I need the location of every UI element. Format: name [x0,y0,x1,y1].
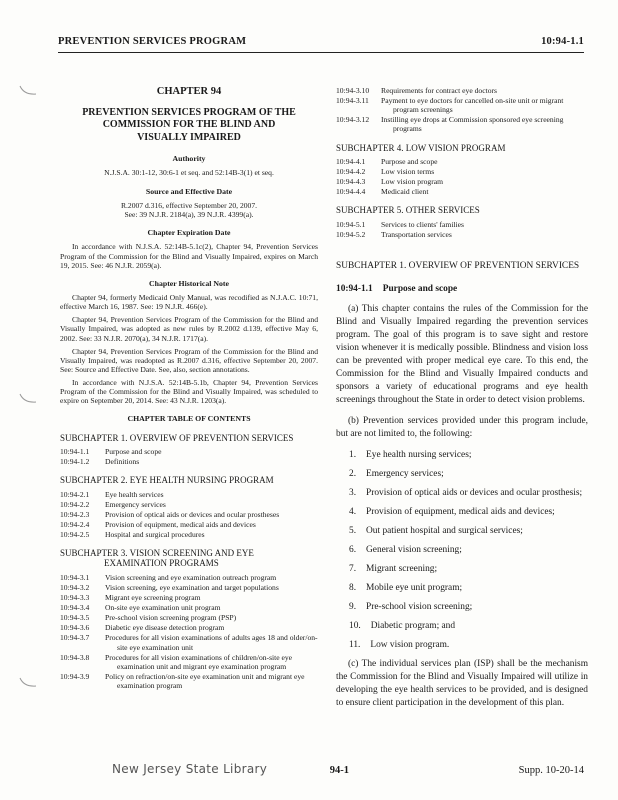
toc-entry-number: 10:94-2.1 [60,489,90,499]
toc-entry[interactable] [60,593,318,602]
toc-entry-title: Low vision program [381,177,444,187]
list-item-text: General vision screening; [366,544,462,555]
source-line: R.2007 d.316, effective September 20, 2007. [120,200,258,210]
toc-heading: CHAPTER TABLE OF CONTENTS [127,414,251,424]
source-heading: Source and Effective Date [145,186,233,196]
list-item-number: 1. [349,450,357,461]
toc-entry-number: 10:94-3.8 [60,652,90,662]
history-heading: Chapter Historical Note [149,278,229,288]
list-item-text: Mobile eye unit program; [366,582,463,593]
chapter-number: CHAPTER 94 [156,86,222,97]
list-item [336,468,588,481]
list-item-number: 5. [349,526,357,537]
expiration-heading: Chapter Expiration Date [147,228,231,238]
toc-entry-number: 10:94-3.9 [60,671,90,681]
authority-heading: Authority [172,154,206,164]
toc-entry-title: Vision screening and eye examination outreach program [105,572,277,582]
binder-hole-mark [18,676,38,690]
toc-entry[interactable] [336,230,588,239]
list-item-text: Eye health nursing services; [366,450,472,461]
toc-entry-title: Hospital and surgical procedures [105,530,205,540]
toc-entry-title: Eye health services [105,489,164,499]
toc-entry-number: 10:94-3.11 [336,96,369,106]
list-item-text: Diabetic program; and [370,620,456,631]
list-item [336,620,588,633]
authority-text: N.J.S.A. 30:1-12, 30:6-1 et seq. and 52:14B-3(1) et seq. [104,168,274,178]
toc-entry-title: Requirements for contract eye doctors [381,86,497,95]
toc-entry[interactable] [60,613,318,622]
history-paragraph: Chapter 94, formerly Medicaid Only Manual, was recodified as N.J.A.C. 10:71, effective March 16, 1987. See: 19 N.J.R. 466(e). [60,293,318,312]
toc-entry-title: Procedures for all vision examinations of adults ages 18 and older/on-site eye examination unit [105,633,318,652]
list-item-text: Pre-school vision screening; [366,601,473,612]
list-item-text: Provision of optical aids or devices and ocular prosthesis; [366,488,583,499]
rule-title: Purpose and scope [382,284,458,295]
toc-entry-number: 10:94-3.1 [60,572,90,582]
list-item-number: 11. [349,639,361,650]
toc-entry[interactable] [336,177,588,186]
toc-entry[interactable] [60,447,318,456]
history-paragraph: Chapter 94, Prevention Services Program of the Commission for the Blind and Visually Impaired, was adopted as new rules by R.2002 d.139, effective May 6, 2002. See: 33 N.J.R. 2070(a), 34 N.J.R. 1717(a). [60,315,318,343]
toc-entry-title: Transportation services [381,229,452,239]
toc-subchapter-title: SUBCHAPTER 4. LOW VISION PROGRAM [336,142,506,153]
header-section-number: 10:94-1.1 [541,36,584,47]
source-line: See: 39 N.J.R. 2184(a), 39 N.J.R. 4399(a). [124,210,254,219]
list-item-text: Emergency services; [366,469,444,480]
toc-entry-title: Services to clients' families [381,219,464,229]
toc-entry-title: Purpose and scope [381,156,438,166]
page-footer [112,762,584,776]
toc-entry-title: Definitions [105,457,140,467]
toc-entry-title: Provision of equipment, medical aids and devices [105,519,256,529]
list-item [336,506,588,519]
running-header [58,36,584,53]
toc-entry-title: Payment to eye doctors for cancelled on-site unit or migrant program screenings [381,96,564,115]
toc-entry[interactable] [336,86,588,95]
toc-entry[interactable] [336,167,588,176]
toc-entry-title: Instilling eye drops at Commission sponsored eye screening programs [381,115,564,134]
toc-entry-number: 10:94-5.1 [336,219,366,229]
toc-entry-title: Procedures for all vision examinations of children/on-site eye examination unit and migrant eye examination program [105,652,293,671]
toc-entry-number: 10:94-3.6 [60,623,90,633]
toc-entry-title: Diabetic eye disease detection program [105,623,225,633]
toc-subchapter-title: SUBCHAPTER 1. OVERVIEW OF PREVENTION SERVICES [60,432,294,443]
binder-hole-mark [18,84,38,98]
list-item [336,582,588,595]
toc-entry[interactable] [336,220,588,229]
history-paragraph: In accordance with N.J.S.A. 52:14B-5.1b, Chapter 94, Prevention Services Program of the Commission for the Blind and Visually Impaired, was scheduled to expire on September 20, 2014. See: 43 N.J.R. 1203(a). [60,378,318,406]
toc-entry-number: 10:94-2.5 [60,530,90,540]
subchapter-heading: SUBCHAPTER 1. OVERVIEW OF PREVENTION SERVICES [336,260,580,271]
list-item-text: Low vision program. [370,639,450,650]
list-item-number: 10. [349,620,361,631]
toc-entry-title: Purpose and scope [105,447,162,457]
list-item [336,639,588,652]
list-item [336,601,588,614]
toc-entry[interactable] [60,520,318,529]
supplement-date: Supp. 10-20-14 [518,765,584,776]
toc-subchapter-title: SUBCHAPTER 5. OTHER SERVICES [336,205,480,216]
right-column [336,86,588,718]
toc-entry-number: 10:94-4.4 [336,187,366,197]
list-item-text: Out patient hospital and surgical services; [366,526,523,537]
binder-hole-mark [18,392,38,406]
toc-entry[interactable] [336,96,588,114]
toc-subchapter-title: SUBCHAPTER 3. VISION SCREENING AND EYE EXAMINATION PROGRAMS [60,548,254,569]
paragraph-b: (b) Prevention services provided under this program include, but are not limited to, the following: [336,416,588,440]
header-title: PREVENTION SERVICES PROGRAM [58,36,247,47]
toc-entry-number: 10:94-3.2 [60,582,90,592]
list-item-text: Migrant screening; [366,563,438,574]
history-paragraph: Chapter 94, Prevention Services Program of the Commission for the Blind and Visually Impaired, was readopted as R.2007 d.316, effective September 20, 2007. See: Source and Effective Date. See, also, section annotations. [60,346,318,374]
footer-left [112,762,349,776]
toc-entry-title: Policy on refraction/on-site eye examination unit and migrant eye examination program [105,671,305,691]
list-item [336,525,588,538]
rule-number: 10:94-1.1 [336,284,373,295]
toc-entry[interactable] [60,583,318,592]
toc-entry-title: Low vision terms [381,167,435,176]
toc-entry-number: 10:94-2.2 [60,499,90,509]
toc-entry-number: 10:94-4.2 [336,167,366,176]
list-item-number: 8. [349,582,357,593]
toc-entry-title: Medicaid client [381,187,429,197]
toc-entry-title: Pre-school vision screening program (PSP) [105,613,237,623]
toc-entry-title: Migrant eye screening program [105,593,201,603]
toc-entry-number: 10:94-3.3 [60,593,90,603]
list-item-number: 2. [349,469,357,480]
toc-entry-number: 10:94-5.2 [336,229,366,239]
toc-entry-title: On-site eye examination unit program [105,603,221,613]
paragraph-c: (c) The individual services plan (ISP) shall be the mechanism the Commission for the Blind and Visually Impaired will utilize in developing the eye health services to be provided, and is designed to ensure client participation in the development of this plan. [336,658,588,708]
toc-entry-number: 10:94-1.2 [60,457,90,467]
toc-entry-number: 10:94-3.5 [60,613,90,623]
toc-entry[interactable] [60,490,318,499]
library-stamp: New Jersey State Library [112,762,268,776]
toc-entry[interactable] [60,633,318,651]
toc-entry-number: 10:94-3.7 [60,633,90,643]
list-item-number: 6. [349,544,357,555]
list-item [336,449,588,462]
chapter-title: PREVENTION SERVICES PROGRAM OF THE COMMISSION FOR THE BLIND AND VISUALLY IMPAIRED [82,106,296,143]
list-item [336,544,588,557]
toc-entry-number: 10:94-4.3 [336,177,366,187]
toc-entry-number: 10:94-1.1 [60,447,90,457]
left-column [60,86,318,691]
page-number: 94-1 [329,765,350,776]
toc-entry-number: 10:94-2.3 [60,509,90,519]
list-item-number: 9. [349,601,357,612]
expiration-text: In accordance with N.J.S.A. 52:14B-5.1c(2), Chapter 94, Prevention Services Program of the Commission for the Blind and Visually Impaired, expires on March 19, 2015. See: 46 N.J.R. 2059(a). [60,242,318,270]
list-item-number: 4. [349,507,357,518]
toc-entry[interactable] [336,157,588,166]
toc-entry[interactable] [60,623,318,632]
list-item [336,487,588,500]
toc-entry-title: Vision screening, eye examination and target populations [105,582,279,592]
paragraph-a: (a) This chapter contains the rules of the Commission for the Blind and Visually Impaired regarding the prevention services program. The goal of this program is to save sight and restore vision whenever it is medically possible. Blindness and vision loss can be prevented with proper medical eye care. To this end, the Commission for the Blind and Visually Impaired conducts and sponsors a variety of educational programs and eye health screenings throughout the State in order to detect vision problems. [336,304,588,406]
toc-entry[interactable] [60,457,318,466]
toc-entry-title: Emergency services [105,499,166,509]
toc-entry-number: 10:94-2.4 [60,519,90,529]
toc-entry[interactable] [60,573,318,582]
list-item [336,563,588,576]
list-item-number: 7. [349,563,357,574]
toc-entry[interactable] [60,672,318,690]
toc-entry-number: 10:94-3.12 [336,115,370,125]
toc-entry-number: 10:94-4.1 [336,156,366,166]
rule-heading [336,284,588,295]
list-item-number: 3. [349,488,357,499]
toc-entry-number: 10:94-3.10 [336,86,370,95]
list-item-text: Provision of equipment, medical aids and devices; [366,507,555,518]
toc-subchapter-title: SUBCHAPTER 2. EYE HEALTH NURSING PROGRAM [60,475,274,486]
toc-entry[interactable] [60,500,318,509]
toc-entry[interactable] [336,187,588,196]
toc-entry[interactable] [60,530,318,539]
toc-entry[interactable] [60,510,318,519]
toc-entry-number: 10:94-3.4 [60,603,90,613]
toc-entry[interactable] [60,653,318,671]
toc-entry[interactable] [336,115,588,133]
toc-entry-title: Provision of optical aids or devices and ocular prostheses [105,509,280,519]
toc-entry[interactable] [60,603,318,612]
